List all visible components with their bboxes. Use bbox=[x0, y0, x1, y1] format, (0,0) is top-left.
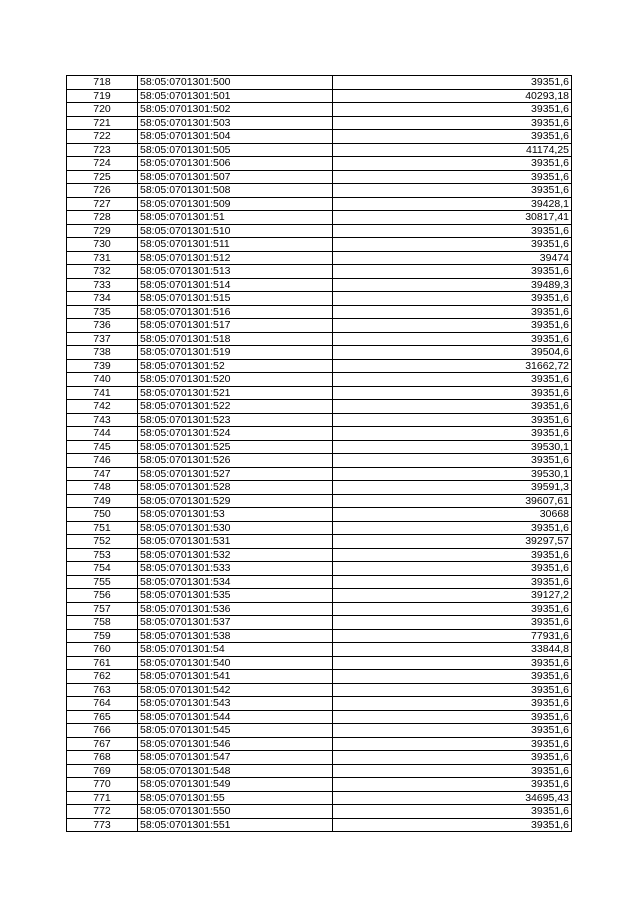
cadastral-number-cell: 58:05:0701301:502 bbox=[138, 103, 333, 117]
row-number-cell: 729 bbox=[67, 224, 138, 238]
table-row bbox=[67, 373, 572, 387]
cadastral-number-cell: 58:05:0701301:522 bbox=[138, 400, 333, 414]
row-number-cell: 727 bbox=[67, 197, 138, 211]
cadastral-number-cell: 58:05:0701301:507 bbox=[138, 170, 333, 184]
row-number-cell: 720 bbox=[67, 103, 138, 117]
table-row bbox=[67, 170, 572, 184]
cadastral-value-cell: 39351,6 bbox=[333, 103, 572, 117]
row-number-cell: 770 bbox=[67, 778, 138, 792]
cadastral-number-cell: 58:05:0701301:501 bbox=[138, 89, 333, 103]
row-number-cell: 767 bbox=[67, 737, 138, 751]
cadastral-number-cell: 58:05:0701301:523 bbox=[138, 413, 333, 427]
cadastral-number-cell: 58:05:0701301:544 bbox=[138, 710, 333, 724]
row-number-cell: 765 bbox=[67, 710, 138, 724]
cadastral-number-cell: 58:05:0701301:503 bbox=[138, 116, 333, 130]
table-row bbox=[67, 737, 572, 751]
table-row bbox=[67, 400, 572, 414]
cadastral-value-cell: 39351,6 bbox=[333, 305, 572, 319]
cadastral-number-cell: 58:05:0701301:524 bbox=[138, 427, 333, 441]
cadastral-number-cell: 58:05:0701301:543 bbox=[138, 697, 333, 711]
cadastral-value-cell: 34695,43 bbox=[333, 791, 572, 805]
cadastral-number-cell: 58:05:0701301:525 bbox=[138, 440, 333, 454]
cadastral-value-cell: 39351,6 bbox=[333, 724, 572, 738]
row-number-cell: 756 bbox=[67, 589, 138, 603]
table-row bbox=[67, 535, 572, 549]
table-row bbox=[67, 805, 572, 819]
cadastral-number-cell: 58:05:0701301:54 bbox=[138, 643, 333, 657]
cadastral-value-cell: 39351,6 bbox=[333, 427, 572, 441]
cadastral-number-cell: 58:05:0701301:517 bbox=[138, 319, 333, 333]
table-row bbox=[67, 562, 572, 576]
cadastral-number-cell: 58:05:0701301:520 bbox=[138, 373, 333, 387]
row-number-cell: 766 bbox=[67, 724, 138, 738]
cadastral-value-cell: 39351,6 bbox=[333, 737, 572, 751]
row-number-cell: 726 bbox=[67, 184, 138, 198]
row-number-cell: 741 bbox=[67, 386, 138, 400]
table-row bbox=[67, 575, 572, 589]
cadastral-value-cell: 30668 bbox=[333, 508, 572, 522]
cadastral-value-cell: 39591,3 bbox=[333, 481, 572, 495]
row-number-cell: 750 bbox=[67, 508, 138, 522]
table-row bbox=[67, 467, 572, 481]
cadastral-number-cell: 58:05:0701301:537 bbox=[138, 616, 333, 630]
cadastral-value-cell: 30817,41 bbox=[333, 211, 572, 225]
cadastral-number-cell: 58:05:0701301:534 bbox=[138, 575, 333, 589]
cadastral-value-cell: 39351,6 bbox=[333, 697, 572, 711]
cadastral-number-cell: 58:05:0701301:515 bbox=[138, 292, 333, 306]
row-number-cell: 762 bbox=[67, 670, 138, 684]
cadastral-value-cell: 39351,6 bbox=[333, 238, 572, 252]
table-row bbox=[67, 359, 572, 373]
cadastral-value-cell: 39607,61 bbox=[333, 494, 572, 508]
cadastral-number-cell: 58:05:0701301:532 bbox=[138, 548, 333, 562]
cadastral-number-cell: 58:05:0701301:509 bbox=[138, 197, 333, 211]
cadastral-number-cell: 58:05:0701301:535 bbox=[138, 589, 333, 603]
cadastral-number-cell: 58:05:0701301:500 bbox=[138, 76, 333, 90]
table-row bbox=[67, 130, 572, 144]
row-number-cell: 736 bbox=[67, 319, 138, 333]
table-row bbox=[67, 548, 572, 562]
table-row bbox=[67, 265, 572, 279]
row-number-cell: 753 bbox=[67, 548, 138, 562]
cadastral-value-cell: 39351,6 bbox=[333, 670, 572, 684]
row-number-cell: 718 bbox=[67, 76, 138, 90]
cadastral-value-cell: 39351,6 bbox=[333, 616, 572, 630]
cadastral-value-cell: 39530,1 bbox=[333, 467, 572, 481]
table-row bbox=[67, 103, 572, 117]
row-number-cell: 752 bbox=[67, 535, 138, 549]
cadastral-value-cell: 39351,6 bbox=[333, 170, 572, 184]
row-number-cell: 739 bbox=[67, 359, 138, 373]
cadastral-value-cell: 39351,6 bbox=[333, 373, 572, 387]
table-row bbox=[67, 116, 572, 130]
cadastral-value-cell: 39351,6 bbox=[333, 602, 572, 616]
cadastral-number-cell: 58:05:0701301:545 bbox=[138, 724, 333, 738]
table-row bbox=[67, 818, 572, 832]
table-row bbox=[67, 791, 572, 805]
cadastral-number-cell: 58:05:0701301:531 bbox=[138, 535, 333, 549]
cadastral-number-cell: 58:05:0701301:548 bbox=[138, 764, 333, 778]
row-number-cell: 733 bbox=[67, 278, 138, 292]
row-number-cell: 759 bbox=[67, 629, 138, 643]
row-number-cell: 731 bbox=[67, 251, 138, 265]
table-row bbox=[67, 494, 572, 508]
row-number-cell: 773 bbox=[67, 818, 138, 832]
row-number-cell: 730 bbox=[67, 238, 138, 252]
cadastral-number-cell: 58:05:0701301:510 bbox=[138, 224, 333, 238]
row-number-cell: 728 bbox=[67, 211, 138, 225]
cadastral-value-cell: 39428,1 bbox=[333, 197, 572, 211]
cadastral-value-cell: 39351,6 bbox=[333, 386, 572, 400]
table-row bbox=[67, 332, 572, 346]
cadastral-value-cell: 39489,3 bbox=[333, 278, 572, 292]
table-row bbox=[67, 89, 572, 103]
cadastral-number-cell: 58:05:0701301:521 bbox=[138, 386, 333, 400]
cadastral-number-cell: 58:05:0701301:529 bbox=[138, 494, 333, 508]
cadastral-value-cell: 39351,6 bbox=[333, 683, 572, 697]
table-row bbox=[67, 238, 572, 252]
row-number-cell: 719 bbox=[67, 89, 138, 103]
row-number-cell: 721 bbox=[67, 116, 138, 130]
table-body bbox=[67, 76, 572, 832]
cadastral-value-cell: 39351,6 bbox=[333, 548, 572, 562]
row-number-cell: 749 bbox=[67, 494, 138, 508]
cadastral-value-cell: 39351,6 bbox=[333, 116, 572, 130]
cadastral-number-cell: 58:05:0701301:511 bbox=[138, 238, 333, 252]
table-row bbox=[67, 521, 572, 535]
cadastral-value-cell: 41174,25 bbox=[333, 143, 572, 157]
table-row bbox=[67, 778, 572, 792]
row-number-cell: 760 bbox=[67, 643, 138, 657]
table-row bbox=[67, 481, 572, 495]
row-number-cell: 734 bbox=[67, 292, 138, 306]
row-number-cell: 737 bbox=[67, 332, 138, 346]
cadastral-number-cell: 58:05:0701301:513 bbox=[138, 265, 333, 279]
cadastral-number-cell: 58:05:0701301:546 bbox=[138, 737, 333, 751]
cadastral-value-cell: 39351,6 bbox=[333, 805, 572, 819]
table-row bbox=[67, 643, 572, 657]
row-number-cell: 738 bbox=[67, 346, 138, 360]
cadastral-number-cell: 58:05:0701301:538 bbox=[138, 629, 333, 643]
cadastral-value-cell: 39351,6 bbox=[333, 521, 572, 535]
table-row bbox=[67, 76, 572, 90]
row-number-cell: 747 bbox=[67, 467, 138, 481]
table-row bbox=[67, 319, 572, 333]
table-row bbox=[67, 602, 572, 616]
table-row bbox=[67, 508, 572, 522]
cadastral-value-cell: 39351,6 bbox=[333, 265, 572, 279]
cadastral-number-cell: 58:05:0701301:519 bbox=[138, 346, 333, 360]
table-row bbox=[67, 724, 572, 738]
cadastral-value-cell: 39351,6 bbox=[333, 157, 572, 171]
row-number-cell: 743 bbox=[67, 413, 138, 427]
table-row bbox=[67, 251, 572, 265]
cadastral-value-cell: 39351,6 bbox=[333, 751, 572, 765]
cadastral-value-cell: 39351,6 bbox=[333, 778, 572, 792]
row-number-cell: 724 bbox=[67, 157, 138, 171]
row-number-cell: 732 bbox=[67, 265, 138, 279]
row-number-cell: 722 bbox=[67, 130, 138, 144]
cadastral-value-cell: 39351,6 bbox=[333, 764, 572, 778]
cadastral-number-cell: 58:05:0701301:551 bbox=[138, 818, 333, 832]
cadastral-value-cell: 39351,6 bbox=[333, 332, 572, 346]
cadastral-number-cell: 58:05:0701301:530 bbox=[138, 521, 333, 535]
cadastral-value-cell: 31662,72 bbox=[333, 359, 572, 373]
cadastral-value-cell: 39504,6 bbox=[333, 346, 572, 360]
cadastral-number-cell: 58:05:0701301:541 bbox=[138, 670, 333, 684]
row-number-cell: 757 bbox=[67, 602, 138, 616]
cadastral-number-cell: 58:05:0701301:508 bbox=[138, 184, 333, 198]
row-number-cell: 758 bbox=[67, 616, 138, 630]
table-row bbox=[67, 386, 572, 400]
row-number-cell: 755 bbox=[67, 575, 138, 589]
table-row bbox=[67, 143, 572, 157]
table-row bbox=[67, 413, 572, 427]
table-row bbox=[67, 305, 572, 319]
cadastral-value-cell: 39530,1 bbox=[333, 440, 572, 454]
row-number-cell: 735 bbox=[67, 305, 138, 319]
row-number-cell: 744 bbox=[67, 427, 138, 441]
cadastral-value-cell: 39351,6 bbox=[333, 224, 572, 238]
row-number-cell: 764 bbox=[67, 697, 138, 711]
table-row bbox=[67, 710, 572, 724]
cadastral-number-cell: 58:05:0701301:504 bbox=[138, 130, 333, 144]
table-row bbox=[67, 224, 572, 238]
row-number-cell: 769 bbox=[67, 764, 138, 778]
table-row bbox=[67, 670, 572, 684]
table-row bbox=[67, 197, 572, 211]
table-row bbox=[67, 211, 572, 225]
cadastral-value-cell: 39351,6 bbox=[333, 818, 572, 832]
row-number-cell: 761 bbox=[67, 656, 138, 670]
row-number-cell: 768 bbox=[67, 751, 138, 765]
cadastral-value-cell: 39474 bbox=[333, 251, 572, 265]
table-row bbox=[67, 278, 572, 292]
table-row bbox=[67, 697, 572, 711]
cadastral-number-cell: 58:05:0701301:547 bbox=[138, 751, 333, 765]
table-row bbox=[67, 589, 572, 603]
table-row bbox=[67, 346, 572, 360]
row-number-cell: 745 bbox=[67, 440, 138, 454]
table-row bbox=[67, 683, 572, 697]
table-row bbox=[67, 454, 572, 468]
cadastral-number-cell: 58:05:0701301:527 bbox=[138, 467, 333, 481]
cadastral-value-cell: 40293,18 bbox=[333, 89, 572, 103]
row-number-cell: 725 bbox=[67, 170, 138, 184]
cadastral-value-cell: 39351,6 bbox=[333, 710, 572, 724]
cadastral-number-cell: 58:05:0701301:536 bbox=[138, 602, 333, 616]
cadastral-number-cell: 58:05:0701301:550 bbox=[138, 805, 333, 819]
cadastral-value-cell: 39297,57 bbox=[333, 535, 572, 549]
cadastral-number-cell: 58:05:0701301:518 bbox=[138, 332, 333, 346]
row-number-cell: 723 bbox=[67, 143, 138, 157]
table-row bbox=[67, 427, 572, 441]
table-row bbox=[67, 629, 572, 643]
cadastral-number-cell: 58:05:0701301:516 bbox=[138, 305, 333, 319]
table-row bbox=[67, 157, 572, 171]
row-number-cell: 754 bbox=[67, 562, 138, 576]
table-row bbox=[67, 656, 572, 670]
cadastral-value-cell: 39351,6 bbox=[333, 562, 572, 576]
cadastral-number-cell: 58:05:0701301:528 bbox=[138, 481, 333, 495]
row-number-cell: 742 bbox=[67, 400, 138, 414]
table-row bbox=[67, 440, 572, 454]
table-row bbox=[67, 292, 572, 306]
table-row bbox=[67, 184, 572, 198]
cadastral-number-cell: 58:05:0701301:51 bbox=[138, 211, 333, 225]
table-row bbox=[67, 751, 572, 765]
cadastral-number-cell: 58:05:0701301:512 bbox=[138, 251, 333, 265]
table-row bbox=[67, 616, 572, 630]
cadastral-value-cell: 39351,6 bbox=[333, 319, 572, 333]
cadastral-value-cell: 77931,6 bbox=[333, 629, 572, 643]
table-row bbox=[67, 764, 572, 778]
cadastral-number-cell: 58:05:0701301:505 bbox=[138, 143, 333, 157]
cadastral-number-cell: 58:05:0701301:526 bbox=[138, 454, 333, 468]
cadastral-number-cell: 58:05:0701301:55 bbox=[138, 791, 333, 805]
cadastral-number-cell: 58:05:0701301:506 bbox=[138, 157, 333, 171]
cadastral-value-cell: 39127,2 bbox=[333, 589, 572, 603]
cadastral-number-cell: 58:05:0701301:549 bbox=[138, 778, 333, 792]
cadastral-value-cell: 39351,6 bbox=[333, 400, 572, 414]
cadastral-value-cell: 39351,6 bbox=[333, 184, 572, 198]
cadastral-value-cell: 39351,6 bbox=[333, 76, 572, 90]
cadastral-value-table bbox=[66, 75, 572, 832]
cadastral-number-cell: 58:05:0701301:542 bbox=[138, 683, 333, 697]
cadastral-number-cell: 58:05:0701301:540 bbox=[138, 656, 333, 670]
cadastral-value-cell: 39351,6 bbox=[333, 575, 572, 589]
row-number-cell: 771 bbox=[67, 791, 138, 805]
cadastral-number-cell: 58:05:0701301:514 bbox=[138, 278, 333, 292]
cadastral-value-cell: 39351,6 bbox=[333, 292, 572, 306]
cadastral-value-cell: 33844,8 bbox=[333, 643, 572, 657]
row-number-cell: 740 bbox=[67, 373, 138, 387]
row-number-cell: 772 bbox=[67, 805, 138, 819]
cadastral-number-cell: 58:05:0701301:53 bbox=[138, 508, 333, 522]
cadastral-value-cell: 39351,6 bbox=[333, 413, 572, 427]
cadastral-number-cell: 58:05:0701301:533 bbox=[138, 562, 333, 576]
row-number-cell: 748 bbox=[67, 481, 138, 495]
row-number-cell: 746 bbox=[67, 454, 138, 468]
cadastral-value-cell: 39351,6 bbox=[333, 656, 572, 670]
cadastral-value-cell: 39351,6 bbox=[333, 454, 572, 468]
cadastral-number-cell: 58:05:0701301:52 bbox=[138, 359, 333, 373]
cadastral-value-cell: 39351,6 bbox=[333, 130, 572, 144]
row-number-cell: 751 bbox=[67, 521, 138, 535]
row-number-cell: 763 bbox=[67, 683, 138, 697]
